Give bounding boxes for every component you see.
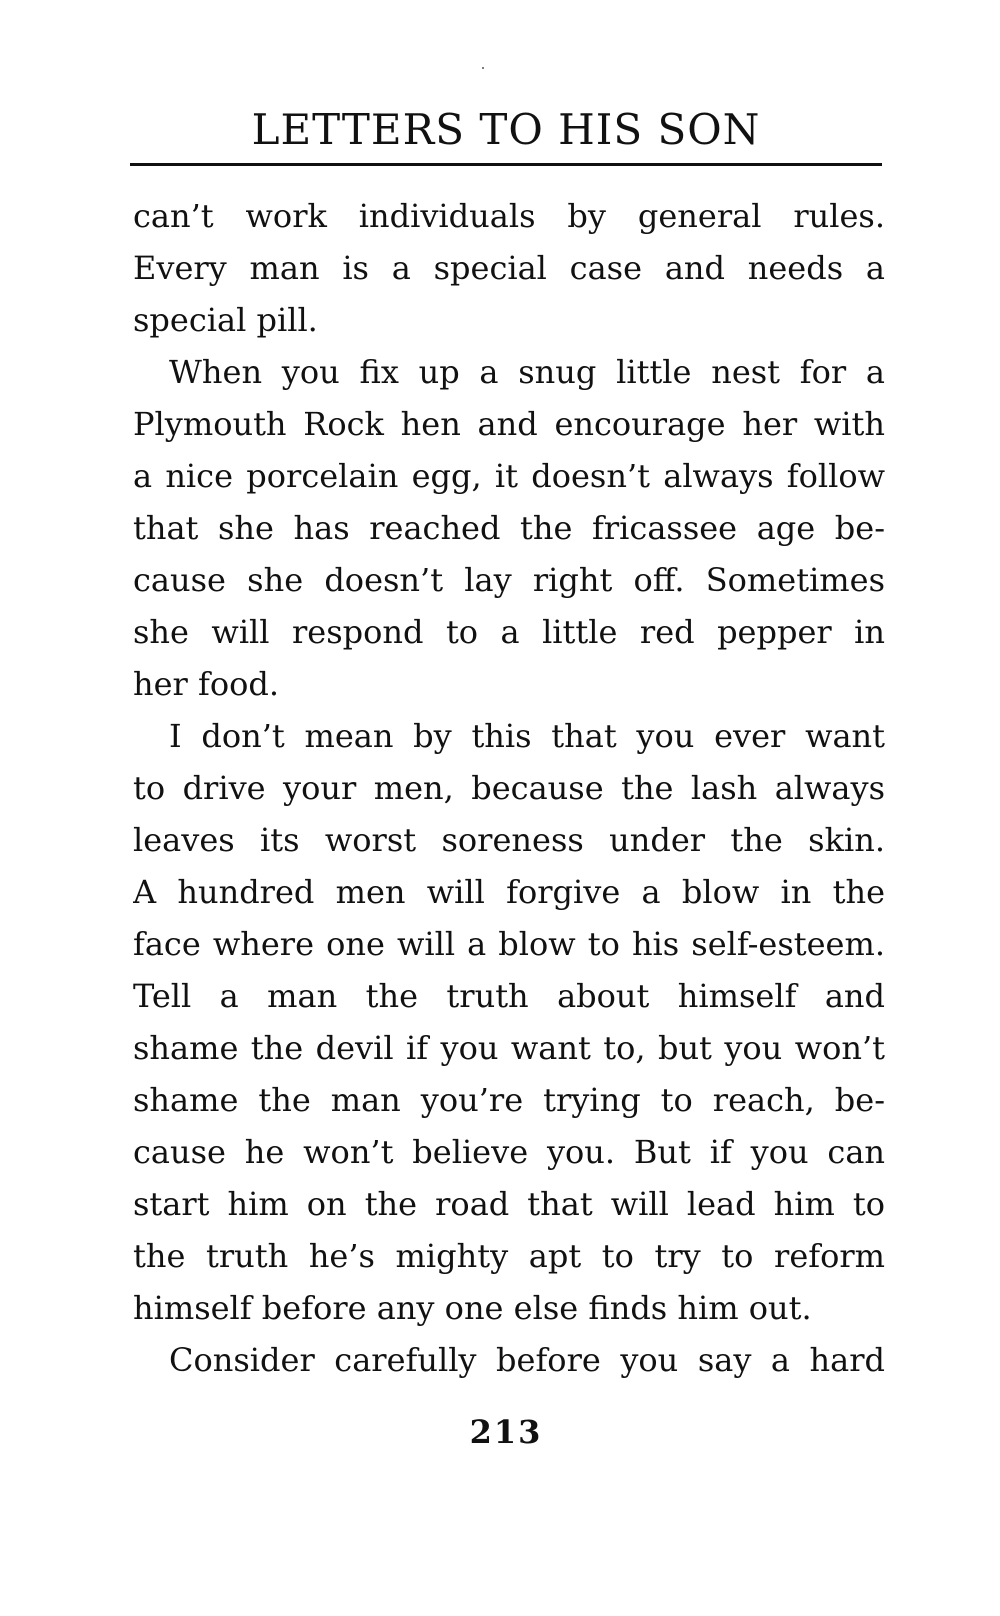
page-number: 213 bbox=[469, 1413, 543, 1451]
text-line: her food. bbox=[133, 665, 280, 703]
text-line: When you fix up a snug little nest for a bbox=[169, 353, 885, 391]
text-line: leaves its worst soreness under the skin. bbox=[133, 821, 885, 859]
text-line: Every man is a special case and needs a bbox=[133, 249, 885, 287]
text-line: himself before any one else finds him out. bbox=[133, 1289, 812, 1327]
text-line: I don’t mean by this that you ever want bbox=[169, 717, 885, 755]
text-line: Consider carefully before you say a hard bbox=[169, 1341, 885, 1379]
text-line: face where one will a blow to his self-esteem. bbox=[133, 925, 885, 963]
text-line: can’t work individuals by general rules. bbox=[133, 197, 885, 235]
text-line: A hundred men will forgive a blow in the bbox=[133, 873, 885, 911]
text-line: shame the devil if you want to, but you won’t bbox=[133, 1029, 885, 1067]
text-line: Tell a man the truth about himself and bbox=[133, 977, 885, 1015]
text-line: that she has reached the fricassee age be- bbox=[133, 509, 885, 547]
text-line: cause he won’t believe you. But if you can bbox=[133, 1133, 885, 1171]
text-line: to drive your men, because the lash always bbox=[133, 769, 885, 807]
text-line: Plymouth Rock hen and encourage her with bbox=[133, 405, 885, 443]
text-line: the truth he’s mighty apt to try to reform bbox=[133, 1237, 885, 1275]
header-rule bbox=[130, 163, 882, 166]
print-speck bbox=[482, 67, 484, 69]
text-line: special pill. bbox=[133, 301, 318, 339]
running-head: LETTERS TO HIS SON bbox=[251, 105, 761, 154]
text-line: shame the man you’re trying to reach, be- bbox=[133, 1081, 885, 1119]
text-line: a nice porcelain egg, it doesn’t always follow bbox=[133, 457, 885, 495]
text-line: she will respond to a little red pepper in bbox=[133, 613, 885, 651]
body-text bbox=[133, 190, 885, 1386]
text-line: cause she doesn’t lay right off. Sometimes bbox=[133, 561, 885, 599]
text-line: start him on the road that will lead him to bbox=[133, 1185, 885, 1223]
